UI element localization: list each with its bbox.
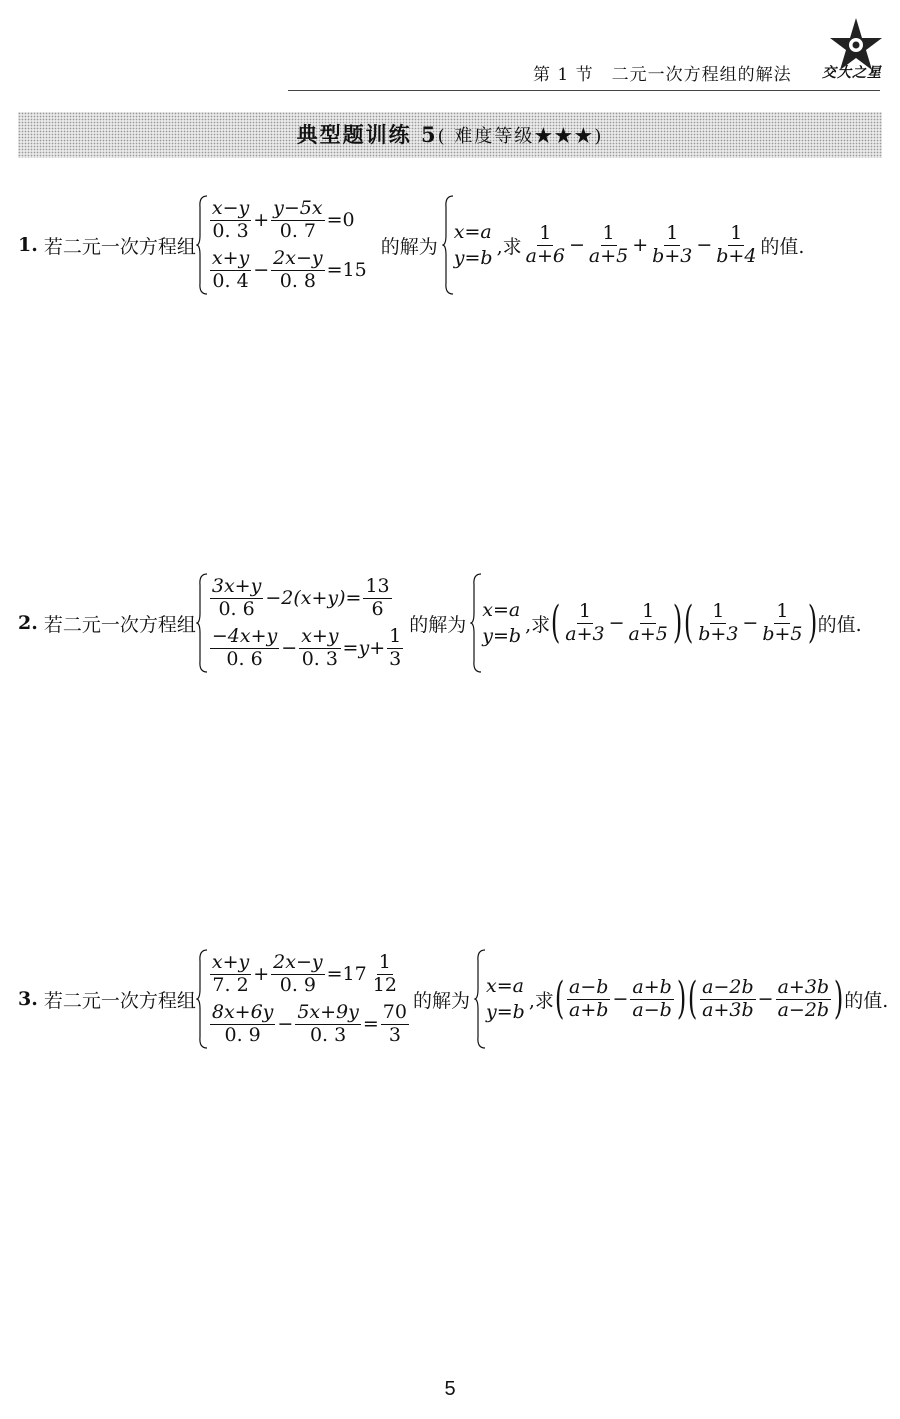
frac-den: b+3 <box>698 622 739 645</box>
operator: − <box>568 234 585 256</box>
equation-row-1 <box>208 573 405 623</box>
left-paren-icon: ( <box>687 973 698 1024</box>
operator: − <box>612 988 629 1010</box>
section-banner <box>18 112 882 158</box>
frac-num: x+y <box>211 950 250 973</box>
frac-num: 13 <box>365 574 390 597</box>
frac-den: 0. 8 <box>279 269 317 292</box>
frac-den: 0. 3 <box>301 647 338 670</box>
frac-den: b+3 <box>652 244 693 267</box>
solution-x: x=a <box>453 221 492 243</box>
frac-den: 6 <box>371 597 384 620</box>
problem-ask: ,求 <box>525 613 551 636</box>
frac-den: a+6 <box>525 244 565 267</box>
frac-den: 0. 9 <box>224 1023 261 1046</box>
frac-num: 1 <box>602 221 615 244</box>
frac-num: −4x+y <box>211 624 278 647</box>
frac-den: 0. 6 <box>218 597 255 620</box>
operator: − <box>277 1013 294 1035</box>
frac-den: 12 <box>372 973 397 996</box>
problem-ask: ,求 <box>528 989 554 1012</box>
frac-num: 1 <box>712 599 725 622</box>
problem-number: 1. <box>18 234 38 256</box>
left-brace-icon <box>442 195 454 295</box>
solution-y: y=b <box>482 625 522 647</box>
equation-mid: =y+ <box>342 637 386 659</box>
frac-num: x−y <box>211 196 250 219</box>
frac-den: b+5 <box>762 622 803 645</box>
frac-num: 2x−y <box>273 950 323 973</box>
frac-den: 7. 2 <box>212 973 249 996</box>
equation-mid: =17 <box>326 963 367 985</box>
left-brace-icon <box>196 573 208 673</box>
frac-num: a−b <box>569 975 609 998</box>
left-brace-icon <box>196 949 208 1049</box>
problem-lead: 若二元一次方程组 <box>43 989 196 1012</box>
operator: − <box>742 612 759 634</box>
banner-difficulty: ( 难度等级★★★) <box>437 126 604 147</box>
frac-den: b+4 <box>716 244 757 267</box>
left-brace-icon <box>474 949 486 1049</box>
banner-title-wrap <box>18 112 882 158</box>
equation-row-1 <box>208 949 411 999</box>
frac-num: a+b <box>632 975 672 998</box>
operator: − <box>253 259 270 281</box>
operator: − <box>608 612 625 634</box>
frac-num: x+y <box>211 246 250 269</box>
equation-row-2 <box>208 999 411 1049</box>
equation-system <box>196 949 411 1049</box>
right-paren-icon: ) <box>672 597 683 648</box>
equation-mid: = <box>362 1013 379 1035</box>
header-rule <box>288 90 880 91</box>
frac-den: 3 <box>389 647 402 670</box>
equation-rhs: =0 <box>326 209 355 231</box>
frac-den: 0. 9 <box>279 973 317 996</box>
frac-den: 0. 4 <box>212 269 249 292</box>
page-number: 5 <box>444 1378 456 1400</box>
frac-den: a−2b <box>777 998 830 1021</box>
right-paren-icon: ) <box>833 973 844 1024</box>
left-brace-icon <box>470 573 482 673</box>
frac-num: 1 <box>642 599 655 622</box>
frac-den: 0. 7 <box>279 219 317 242</box>
left-paren-icon: ( <box>554 973 565 1024</box>
equation-mid: −2(x+y)= <box>265 587 362 609</box>
frac-den: a+3b <box>702 998 754 1021</box>
problem-1 <box>18 195 804 295</box>
solution-system <box>442 195 493 295</box>
solution-y: y=b <box>486 1001 525 1023</box>
frac-den: 0. 3 <box>309 1023 347 1046</box>
right-paren-icon: ) <box>807 597 817 648</box>
problem-mid: 的解为 <box>380 235 438 258</box>
left-paren-icon: ( <box>550 597 561 648</box>
problem-mid: 的解为 <box>412 989 470 1012</box>
right-paren-icon: ) <box>676 973 687 1024</box>
frac-num: 3x+y <box>211 574 262 597</box>
left-paren-icon: ( <box>683 597 694 648</box>
frac-num: 1 <box>578 599 591 622</box>
problem-tail: 的值. <box>817 613 862 636</box>
solution-y: y=b <box>453 247 493 269</box>
problem-number: 2. <box>18 612 38 634</box>
solution-system <box>470 573 521 673</box>
frac-num: 2x−y <box>273 246 323 269</box>
frac-den: a+3 <box>565 622 605 645</box>
banner-title: 典型题训练 5 <box>296 122 438 147</box>
frac-den: a+5 <box>588 244 629 267</box>
solution-x: x=a <box>482 599 521 621</box>
frac-num: a−2b <box>702 975 754 998</box>
problem-number: 3. <box>18 988 38 1010</box>
equation-system <box>196 195 367 295</box>
frac-num: 1 <box>539 221 552 244</box>
problem-ask: ,求 <box>496 235 522 258</box>
frac-den: 0. 6 <box>226 647 263 670</box>
frac-num: a+3b <box>777 975 830 998</box>
logo-text: 交大之星 <box>822 65 882 81</box>
equation-rhs: =15 <box>326 259 367 281</box>
operator: + <box>253 209 270 231</box>
frac-num: 5x+9y <box>297 1000 359 1023</box>
operator: + <box>253 963 270 985</box>
equation-row-2 <box>208 623 405 673</box>
frac-num: 70 <box>382 1000 407 1023</box>
operator: + <box>632 234 649 256</box>
left-brace-icon <box>196 195 208 295</box>
frac-num: 1 <box>389 624 402 647</box>
frac-num: 1 <box>378 950 391 973</box>
operator: − <box>281 637 298 659</box>
frac-den: 0. 3 <box>212 219 249 242</box>
frac-num: y−5x <box>273 196 323 219</box>
problem-lead: 若二元一次方程组 <box>43 613 196 636</box>
frac-den: a+b <box>569 998 609 1021</box>
problem-tail: 的值. <box>844 989 889 1012</box>
frac-den: a+5 <box>628 622 668 645</box>
operator: − <box>696 234 713 256</box>
equation-system <box>196 573 405 673</box>
frac-num: 8x+6y <box>211 1000 274 1023</box>
solution-system <box>474 949 525 1049</box>
equation-row-1 <box>208 195 367 245</box>
frac-num: 1 <box>776 599 789 622</box>
problem-2 <box>18 573 862 673</box>
frac-den: a−b <box>632 998 672 1021</box>
equation-row-2 <box>208 245 367 295</box>
frac-num: x+y <box>301 624 339 647</box>
operator: − <box>757 988 774 1010</box>
frac-num: 1 <box>666 221 679 244</box>
chapter-header: 第 1 节 二元一次方程组的解法 <box>533 65 792 85</box>
problem-mid: 的解为 <box>409 613 467 636</box>
frac-num: 1 <box>730 221 743 244</box>
problem-lead: 若二元一次方程组 <box>43 235 196 258</box>
frac-den: 3 <box>388 1023 401 1046</box>
problem-3 <box>18 949 888 1049</box>
solution-x: x=a <box>486 975 524 997</box>
problem-tail: 的值. <box>760 235 805 258</box>
